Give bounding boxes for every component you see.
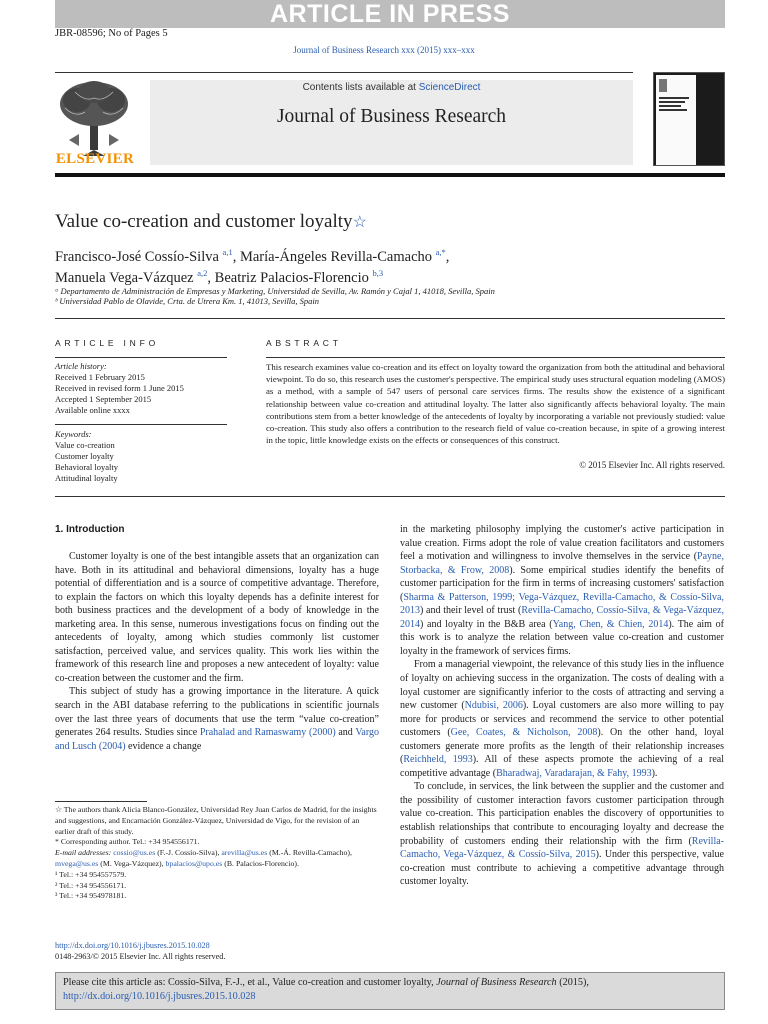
text-run: (F.-J. Cossío-Silva),: [155, 848, 222, 858]
title-footnote-star-icon[interactable]: ☆: [352, 214, 367, 231]
author-affiliation-mark[interactable]: a,1: [222, 247, 233, 257]
doi-link[interactable]: http://dx.doi.org/10.1016/j.jbusres.2015.10.028: [55, 941, 210, 950]
cover-art: [656, 75, 696, 165]
divider: [266, 357, 725, 358]
article-info-heading: ARTICLE INFO: [55, 338, 160, 348]
contents-prefix: Contents lists available at: [302, 82, 419, 93]
text-run: Customer loyalty is one of the best intangible assets that an organization can have. Both in its attitudinal and behavioral dimensions, loyalty has a huge potential of differentiation and is a source of competitive advantage. Therefore, to explain the factors on which this loyalty depends has a definite interest for both business practices and the development of a body of knowledge in the marketing area. In this sense, numerous investigations focus on finding out the antecedents of loyalty, among which studies commonly list customer satisfaction, perceived value, and services quality. This work lies within the framework of this research line and proposes a new antecedent of loyalty: value co-creation between the customer and the firm.: [55, 551, 379, 684]
citation-box: [55, 972, 725, 1010]
footnotes: [55, 805, 380, 902]
body-paragraph: [400, 780, 724, 888]
elsevier-wordmark: ELSEVIER: [55, 151, 135, 167]
text-run: From a managerial viewpoint, the relevance of this study lies in the influence of loyalty on achieving success in the organization. The costs of dealing with a loyal customer are significantly inferior to the costs of attracting and serving a new customer (: [400, 659, 724, 712]
text-run: (2015),: [556, 977, 589, 988]
citation-link[interactable]: Vargo and Lusch (2004): [55, 727, 380, 752]
citation-link[interactable]: Revilla-Camacho, Cossío-Silva, & Vega-Vázquez, 2014: [400, 605, 724, 630]
footnote-rule: [55, 801, 147, 802]
author-separator: ,: [445, 248, 450, 265]
text-run: ). The aim of this work is to analyze the relation between value co-creation and customer loyalty in the framework of services firms.: [400, 618, 724, 657]
citation-link[interactable]: Reichheld, 1993: [403, 754, 473, 766]
divider: [55, 424, 227, 425]
divider: [55, 318, 725, 319]
author-separator: ,: [232, 248, 240, 265]
text-run: Journal of Business Research: [436, 977, 557, 988]
section-heading-introduction: 1. Introduction: [55, 524, 125, 535]
text-run: ). Under this perspective, value co-creation must contribute to achieving a competitive advantage through customer loyalty.: [400, 849, 724, 888]
author-affiliation-mark[interactable]: b,3: [372, 267, 384, 278]
author-name: Manuela Vega-Vázquez: [55, 269, 194, 286]
author-affiliation-mark[interactable]: a,*: [435, 247, 446, 257]
issn-line: 0148-2963/© 2015 Elsevier Inc. All rights reserved.: [55, 952, 226, 961]
body-paragraph: [55, 685, 379, 753]
keyword: Value co-creation: [55, 440, 115, 450]
corresponding-author-footnote: * Corresponding author. Tel.: +34 954556171.: [55, 837, 200, 847]
abstract-copyright: © 2015 Elsevier Inc. All rights reserved.: [579, 460, 725, 470]
text-run: ). All of these aspects promote the achieving of a real competitive advantage (: [400, 754, 724, 779]
abstract-text: This research examines value co-creation and its effect on loyalty toward the organization from both the attitudinal and behavioral viewpoint. To do so, this research uses the customer's perspective. The empirical study uses structural equation modeling (AMOS) as a method, with a sample of 547 users of personal care services firms. The results show the existence of a significant relationship between value co-creation and attitudinal loyalty. The latter also significantly affects behavioral loyalty. The main contributions stem from a better knowledge of the antecedents of loyalty by incorporating a variable not previously studied: value co-creation. This study also offers a contribution to the research field of value co-creation because, in spite of a growing interest in the topic, little knowledge exists on the effects or consequences of this construct.: [266, 362, 725, 446]
author-affiliation-mark[interactable]: a,2: [197, 267, 208, 278]
author-name: Francisco-José Cossío-Silva: [55, 248, 219, 265]
journal-reference-link[interactable]: Journal of Business Research xxx (2015) xxx–xxx: [293, 45, 475, 55]
text-run: ). Some empirical studies identify the benefits of customer participation for the firm in terms of increasing customers' satisfaction (: [400, 564, 725, 603]
body-paragraph: [55, 550, 379, 685]
citation-link[interactable]: Gee, Coates, & Nicholson, 2008: [450, 727, 598, 739]
author-list: [55, 244, 725, 286]
text-run: ).: [651, 767, 658, 779]
citation-link[interactable]: Ndubisi, 2006: [464, 700, 523, 712]
abstract-heading: ABSTRACT: [266, 338, 342, 348]
email-footnote: [55, 848, 380, 870]
paper-title-text: Value co-creation and customer loyalty: [55, 211, 353, 232]
text-run: (B. Palacios-Florencio).: [222, 858, 299, 868]
affiliation-b: ᵇ Universidad Pablo de Olavide, Crta. de Utrera Km. 1, 41013, Sevilla, Spain: [55, 296, 320, 306]
text-run: (M.-Á. Revilla-Camacho),: [267, 848, 352, 858]
text-run: evidence a change: [125, 740, 202, 752]
citation-link[interactable]: bpalacios@upo.es: [165, 858, 223, 868]
keywords: [55, 429, 227, 484]
divider: [55, 496, 725, 497]
affiliation-a: ᵃ Departamento de Administración de Empresas y Marketing, Universidad de Sevilla, Av. Ramón y Cajal 1, 41018, Sevilla, Spain: [55, 286, 495, 296]
email-label: E-mail addresses:: [55, 848, 112, 858]
history-item: Received 1 February 2015: [55, 372, 145, 382]
citation-link[interactable]: arevilla@us.es: [221, 848, 268, 858]
keyword: Behavioral loyalty: [55, 462, 119, 472]
text-run: ). On the other hand, loyal customers generate more profits as the length of their relationship increases (: [400, 727, 724, 766]
masthead-rule: [55, 173, 725, 177]
tel-footnote: ² Tel.: +34 954556171.: [55, 880, 127, 890]
article-history: [55, 361, 227, 416]
citation-link[interactable]: Revilla-Camacho, Vega-Vázquez, & Cossío-Silva, 2015: [400, 835, 724, 861]
keyword: Customer loyalty: [55, 451, 114, 461]
keyword: Attitudinal loyalty: [55, 473, 118, 483]
text-run: and: [335, 727, 356, 739]
body-column-right: [400, 523, 724, 889]
tel-footnote: ¹ Tel.: +34 954557579.: [55, 869, 127, 879]
article-id: JBR-08596; No of Pages 5: [55, 28, 168, 39]
cover-panel: [656, 75, 696, 165]
author-name: Beatriz Palacios-Florencio: [214, 269, 369, 286]
acknowledgement-footnote: ☆ The authors thank Alicia Blanco-González, Universidad Rey Juan Carlos de Madrid, for the insights and suggestions, and Encarnación González-Vázquez, Universidad de Vigo, for the revision of an earlier draft of this study.: [55, 805, 377, 836]
text-run: (M. Vega-Vázquez),: [98, 858, 166, 868]
journal-title[interactable]: Journal of Business Research: [276, 106, 507, 127]
text-run: ) and loyalty in the B&B area (: [420, 618, 553, 630]
citation-link[interactable]: Yang, Chen, & Chien, 2014: [552, 618, 669, 630]
paper-title: [55, 211, 367, 233]
article-in-press-banner: ARTICLE IN PRESS: [55, 0, 725, 28]
contents-line: [150, 82, 633, 93]
citation-link[interactable]: Bharadwaj, Varadarajan, & Fahy, 1993: [496, 767, 652, 779]
journal-reference[interactable]: [0, 45, 768, 55]
citation-link[interactable]: cossio@us.es: [113, 848, 156, 858]
author-separator: ,: [207, 269, 215, 286]
body-paragraph: [400, 658, 724, 780]
doi-block: [55, 940, 225, 962]
citation-link[interactable]: Sharma & Patterson, 1999; Vega-Vázquez, Revilla-Camacho, & Cossío-Silva, 2013: [400, 591, 724, 617]
text-run: ). Loyal customers are also more willing to pay more for products or services and recommend the service to other potential customers (: [400, 700, 724, 739]
sciencedirect-link[interactable]: ScienceDirect: [418, 82, 481, 93]
author-name: María-Ángeles Revilla-Camacho: [239, 248, 433, 265]
citation-link[interactable]: http://dx.doi.org/10.1016/j.jbusres.2015.10.028: [63, 991, 256, 1002]
text-run: This subject of study has a growing importance in the literature. A quick search in the ABI database referring to the publications in scientific journals over the last three years of documents that use the term “value co-creation” generates 264 results. Studies since: [55, 686, 379, 739]
keywords-label: Keywords:: [55, 429, 92, 439]
journal-cover-thumbnail[interactable]: [653, 72, 725, 166]
citation-link[interactable]: Payne, Storbacka, & Frow, 2008: [400, 551, 724, 576]
citation-link[interactable]: mvega@us.es: [55, 858, 99, 868]
body-column-left: [55, 550, 379, 753]
body-paragraph: [400, 523, 724, 658]
text-run: in the marketing philosophy implying the customer's active participation in value creation. Firms adopt the role of value creation facilitators and customers feel a motivation and willingness to involve themselves in the service (: [400, 524, 724, 563]
text-run: To conclude, in services, the link between the supplier and the customer and the possibility of customer interaction favors customer participation through value co-creation. This participation enables the discovery of opportunities to establish relationships that contribute to encouraging loyalty and decrease the probability of customers ending their relationship with the firm (: [400, 781, 724, 847]
citation-link[interactable]: Prahalad and Ramaswamy (2000): [199, 727, 336, 739]
header-rule: [55, 72, 633, 73]
history-item: Received in revised form 1 June 2015: [55, 383, 184, 393]
history-item: Accepted 1 September 2015: [55, 394, 152, 404]
history-item: Available online xxxx: [55, 405, 130, 415]
text-run: ) and their level of trust (: [420, 605, 522, 617]
divider: [55, 357, 227, 358]
tel-footnote: ³ Tel.: +34 954978181.: [55, 891, 127, 901]
text-run: Please cite this article as: Cossío-Silva, F.-J., et al., Value co-creation and customer loyalty,: [63, 977, 437, 988]
history-label: Article history:: [55, 361, 107, 371]
